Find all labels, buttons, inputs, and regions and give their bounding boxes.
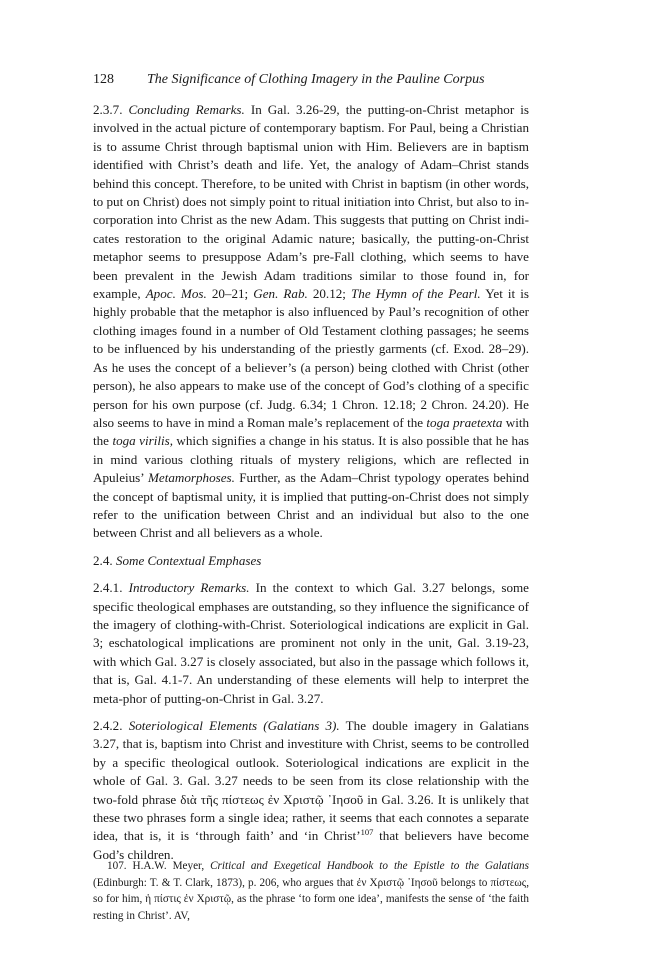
footnote-number: 107. xyxy=(107,860,127,872)
term-toga-virilis: toga virilis, xyxy=(112,433,173,449)
heading-number: 2.4. xyxy=(93,552,113,568)
paragraph-gap xyxy=(93,708,529,717)
section-number: 2.4.2. xyxy=(93,718,123,733)
paragraph-gap xyxy=(93,570,529,579)
body-text xyxy=(93,101,529,864)
footnote-reference[interactable]: 107 xyxy=(360,827,374,838)
footnote-text: (Edinburgh: T. & T. Clark, 1873), p. 206, who argues that ἐν Χριστῷ ᾿Ιησοῦ belongs to πίστεως, so for him, ἡ πίστις ἐν Χριστῷ, as the phrase ‘to form one idea’, manifests the sense of ‘the faith resting in Christ’. AV, xyxy=(93,876,529,922)
section-title: Concluding Remarks. xyxy=(128,102,245,117)
paragraph-2-4-2 xyxy=(93,717,529,864)
text-run: In Gal. 3.26-29, the putting-on-Christ metaphor is involved in the actual picture of contemporary baptism. For Paul, being a Christian is to assume Christ through baptismal union with Him. Believers are in baptism identified with Christ’s death and life. Yet, the analogy of Adam–Christ stands behind this concept. Therefore, to be united with Christ in baptism (in other words, to put on Christ) does not simply point to ritual initiation into Christ, but also to in-corporation into Christ as the new Adam. This suggests that putting on Christ indi-cates restoration to the original Adamic nature; basically, the putting-on-Christ metaphor seems to presuppose Adam’s pre-Fall clothing, which seems to have been prevalent in the Jewish Adam traditions similar to those found in, for example, xyxy=(93,102,529,302)
citation-metamorphoses: Metamorphoses. xyxy=(148,470,235,486)
paragraph-gap xyxy=(93,543,529,552)
page-number: 128 xyxy=(93,72,114,87)
text-run: with the xyxy=(93,414,530,449)
footnote-107 xyxy=(93,858,529,924)
section-number: 2.3.7. xyxy=(93,102,123,117)
text-run: In the context to which Gal. 3.27 belongs, some specific theological emphases are outstanding, so they influence the significance of the imagery of clothing-with-Christ. Soteriological indications are explicit in Gal. 3; eschatological implications are prominent not only in the unit, Gal. 3.19-23, with which Gal. 3.27 is closely associated, but also in the passage which follows it, that is, Gal. 4.1-7. An understanding of these elements will help to interpret the meta-phor of putting-on-Christ in Gal. 3.27. xyxy=(93,580,529,706)
citation-gen-rab: Gen. Rab. xyxy=(253,286,308,302)
heading-title: Some Contextual Emphases xyxy=(115,552,262,568)
running-title: The Significance of Clothing Imagery in the Pauline Corpus xyxy=(147,72,485,87)
text-run: 20–21; xyxy=(211,286,249,302)
section-number: 2.4.1. xyxy=(93,580,123,596)
running-header xyxy=(93,71,533,89)
footnote-title: Critical and Exegetical Handbook to the Epistle to the Galatians xyxy=(210,860,529,872)
text-run: Further, as the Adam–Christ typology operates behind the concept of baptismal unity, it is implied that putting-on-Christ does not simply refer to the unification between Christ and an individual but also to the one between Christ and all believers as a whole. xyxy=(93,470,529,541)
section-title: Introductory Remarks. xyxy=(128,580,250,596)
paragraph-2-4-1 xyxy=(93,579,529,708)
section-heading-2-4 xyxy=(93,552,529,570)
citation-hymn-of-the-pearl: The Hymn of the Pearl. xyxy=(351,286,481,302)
text-run: 20.12; xyxy=(312,286,346,302)
text-run: The double imagery in Galatians 3.27, that is, baptism into Christ and investiture with Christ, seems to be controlled by a specific theological outlook. Soteriological indications are explicit in the whole of Gal. 3. Gal. 3.27 needs to be seen from its close relationship with the two-fold phrase διὰ τῆς πίστεως ἐν Χριστῷ ᾿Ιησοῦ in Gal. 3.26. It is unlikely that these two phrases form a single idea; rather, it seems that each connotes a separate idea, that is, it is ‘through faith’ and ‘in Christ’ xyxy=(93,718,529,844)
paragraph-2-3-7 xyxy=(93,101,529,543)
footnote-author: H.A.W. Meyer, xyxy=(132,860,205,872)
text-run: which signifies a change in his status. It is also possible that he has in mind various clothing rituals of mystery religions, which are reflected in Apuleius’ xyxy=(93,433,529,486)
section-title: Soteriological Elements (Galatians 3). xyxy=(128,718,340,733)
text-run: that believers have become God’s children. xyxy=(93,828,529,862)
term-toga-praetexta: toga praetexta xyxy=(426,414,503,430)
citation-apoc-mos: Apoc. Mos. xyxy=(145,286,207,302)
text-run: Yet it is highly probable that the metaphor is also influenced by Paul’s recognition of other clothing images found in a number of Old Testament clothing passages; he seems to be influenced by his understanding of the priestly garments (cf. Exod. 28–29). As he uses the concept of a believer’s (a person) being clothed with Christ (other person), he also appears to make use of the concept of God’s clothing of a specific person for his own purpose (cf. Judg. 6.34; 1 Chron. 12.18; 2 Chron. 24.20). He also seems to have in mind a Roman male’s replacement of the xyxy=(93,286,529,430)
